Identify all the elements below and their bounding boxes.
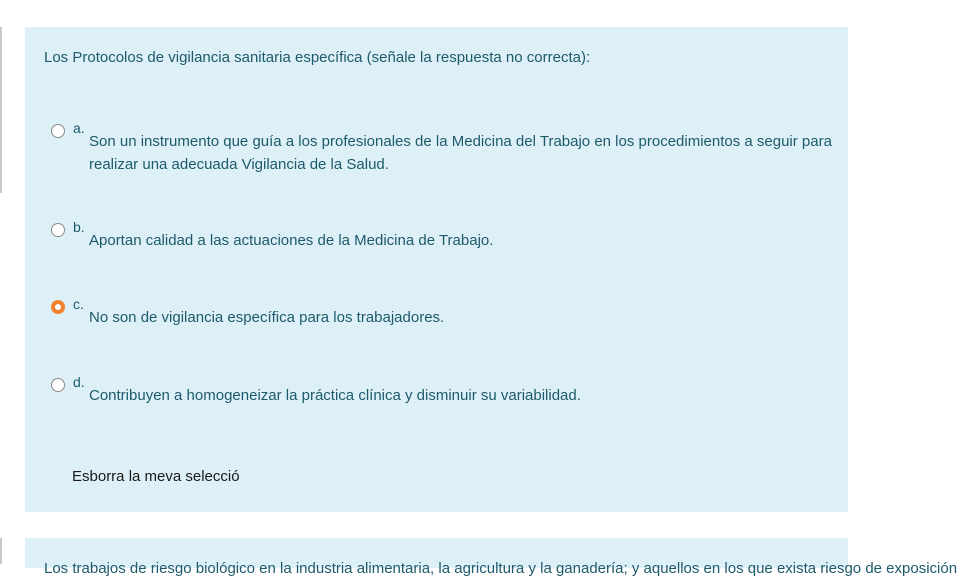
answer-text-d: Contribuyen a homogeneizar la práctica clínica y disminuir su variabilidad. — [89, 387, 581, 404]
question-panel — [25, 27, 848, 512]
answer-text-c: No son de vigilancia específica para los trabajadores. — [89, 309, 445, 326]
clear-choice-link[interactable]: Esborra la meva selecció — [72, 468, 240, 485]
radio-button-d[interactable] — [51, 378, 65, 392]
left-border-rule — [0, 27, 2, 193]
answer-text-a: Son un instrumento que guía a los profesionales de la Medicina del Trabajo en los procedimientos a seguir para realizar una adecuada Vigilancia de la Salud. — [89, 133, 832, 173]
radio-button-b[interactable] — [51, 223, 65, 237]
answer-letter-a: a. — [73, 120, 85, 136]
radio-button-c[interactable] — [51, 300, 65, 314]
answer-letter-d: d. — [73, 374, 85, 390]
question-text: Los Protocolos de vigilancia sanitaria específica (señale la respuesta no correcta): — [44, 49, 591, 66]
left-border-rule-next — [0, 538, 2, 564]
answer-letter-c: c. — [73, 296, 84, 312]
answer-text-b: Aportan calidad a las actuaciones de la Medicina de Trabajo. — [89, 232, 494, 249]
answer-letter-b: b. — [73, 219, 85, 235]
next-question-panel — [25, 538, 957, 577]
radio-button-a[interactable] — [51, 124, 65, 138]
next-question-text: Los trabajos de riesgo biológico en la industria alimentaria, la agricultura y la ganadería; y aquellos en los que exista riesgo de exposición — [44, 560, 957, 577]
